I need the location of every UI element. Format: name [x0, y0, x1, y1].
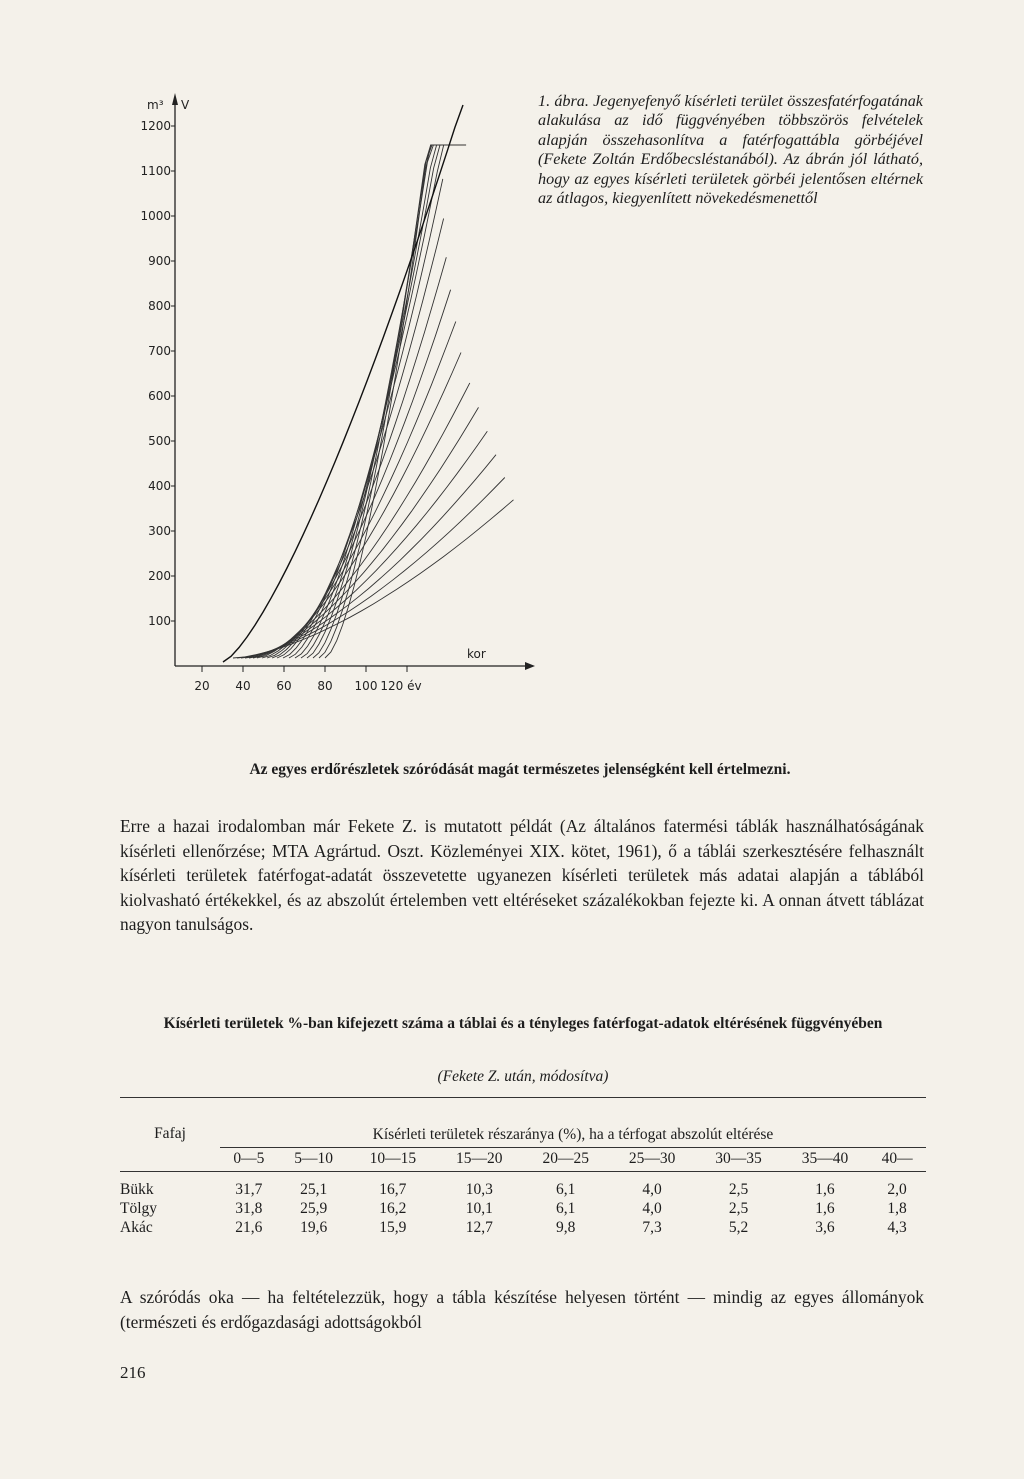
growth-curve — [233, 500, 514, 658]
table-range-7: 35—40 — [801, 1150, 849, 1168]
y-tick-label: 700 — [148, 344, 171, 358]
growth-curve — [267, 290, 451, 658]
figure-caption-text: Jegenyefenyő kísérleti terület összesfatérfogatának alakulása az idő függvényében többszörös felvételek alapján összehasonlítva a fatérfogattábla görbéjével (Fekete Zoltán Erdőbecsléstanából). Az ábrán jól látható, hogy az egyes kísérleti területek görbéi jelentősen eltérnek az átlagos, kiegyenlített növekedésmenettől — [538, 92, 923, 208]
table-range-5: 25—30 — [628, 1150, 676, 1168]
table-body — [120, 1171, 926, 1237]
table-cell-value: 2,0 — [887, 1181, 907, 1198]
table-row — [120, 1171, 926, 1199]
y-tick-label: 800 — [148, 299, 171, 313]
table-range-empty — [120, 1147, 220, 1171]
table-range-3: 15—20 — [456, 1150, 503, 1168]
y-tick-label: 1000 — [140, 209, 171, 223]
x-tick-label: 120 év — [380, 679, 422, 693]
growth-curve — [325, 145, 466, 658]
table-cell-value: 16,2 — [379, 1199, 407, 1217]
table-cell-species: Tölgy — [120, 1199, 158, 1217]
table-cell-value: 25,9 — [300, 1199, 328, 1217]
figure-caption — [538, 92, 923, 208]
growth-curve — [283, 179, 443, 658]
y-tick-label: 1100 — [140, 164, 171, 178]
x-tick-label: 80 — [317, 679, 333, 693]
growth-curve — [245, 431, 487, 658]
table-cell-value: 4,0 — [642, 1199, 662, 1217]
x-tick-label: 20 — [194, 679, 210, 693]
table-cell-value: 1,8 — [887, 1199, 907, 1217]
page-number: 216 — [120, 1363, 146, 1382]
table-cell-value: 12,7 — [465, 1218, 493, 1236]
table-range-6: 30—35 — [715, 1150, 762, 1168]
table-cell-species: Bükk — [120, 1181, 154, 1198]
figure-caption-label: 1. ábra. — [538, 92, 589, 110]
table-range-0: 0—5 — [233, 1150, 265, 1168]
table-cell-value: 5,2 — [728, 1218, 749, 1236]
table-range-8: 40— — [881, 1150, 913, 1168]
y-symbol-label: V — [181, 98, 190, 112]
table-cell-value: 1,6 — [815, 1199, 835, 1217]
table-row — [120, 1199, 926, 1218]
table-subtitle: (Fekete Z. után, módosítva) — [437, 1068, 609, 1085]
table-cell-value: 25,1 — [300, 1181, 328, 1198]
table-cell-value: 6,1 — [556, 1181, 576, 1198]
table-cell-value: 31,8 — [235, 1199, 263, 1217]
growth-curve — [249, 407, 479, 658]
table-row — [120, 1218, 926, 1237]
chart-curves — [223, 105, 514, 662]
growth-curve — [307, 145, 452, 658]
table-range-row — [120, 1147, 926, 1171]
paragraph-2: A szóródás oka — ha feltételezzük, hogy a tábla készítése helyesen történt — mindig az egyes állományok (természeti és erdőgazdasági adottságokból — [120, 1287, 924, 1332]
y-tick-label: 500 — [148, 434, 171, 448]
volume-age-chart — [115, 85, 535, 705]
y-unit-label: m³ — [147, 98, 164, 112]
table-cell-value: 3,6 — [815, 1218, 835, 1236]
table-cell-value: 10,3 — [465, 1181, 493, 1198]
table-cell-value: 2,5 — [728, 1181, 749, 1198]
x-tick-label: 40 — [235, 679, 251, 693]
x-tick-label: 100 — [354, 679, 378, 693]
x-axis-arrow — [525, 662, 535, 670]
table-cell-value: 7,3 — [642, 1218, 662, 1236]
growth-curve — [277, 219, 444, 659]
bold-note: Az egyes erdőrészletek szóródását magát természetes jelenségként kell értelmezni. — [249, 761, 791, 778]
table-cell-value: 6,1 — [556, 1199, 576, 1217]
growth-curve — [272, 257, 446, 658]
x-axis-label: kor — [467, 647, 486, 661]
table-cell-value: 31,7 — [235, 1181, 263, 1198]
y-axis-arrow — [172, 93, 178, 105]
table-title: Kísérleti területek %-ban kifejezett száma a táblai és a tényleges fatérfogat-adatok eltérésének függvényében — [163, 1015, 883, 1032]
table-range-1: 5—10 — [294, 1150, 333, 1168]
x-tick-label: 60 — [276, 679, 292, 693]
table-cell-value: 1,6 — [815, 1181, 835, 1198]
table-cell-value: 21,6 — [235, 1218, 263, 1236]
table-header-group: Kísérleti területek részaránya (%), ha a térfogat abszolút eltérése — [220, 1095, 926, 1147]
y-tick-label: 600 — [148, 389, 171, 403]
table-cell-value: 9,8 — [556, 1218, 576, 1236]
table-cell-value: 19,6 — [300, 1218, 328, 1236]
deviation-table — [120, 1095, 926, 1237]
y-tick-label: 900 — [148, 254, 171, 268]
growth-curve — [253, 383, 470, 658]
table-cell-value: 10,1 — [465, 1199, 493, 1217]
table-range-4: 20—25 — [542, 1150, 589, 1168]
paragraph-1: Erre a hazai irodalomban már Fekete Z. is mutatott példát (Az általános fatermési táblák használhatóságának kísérleti ellenőrzése; MTA Agrártud. Oszt. Közleményei XIX. kötet, 1961), ő a táblái szerkesztésére felhasznált kísérleti területek fatérfogat-adatát összevetette ugyanezen kísérleti területek más adatai alapján a táblából kiolvasható értékekkel, és az abszolút értelemben vett eltéréseket százalékokban fejezte ki. A onnan átvett táblázat nagyon tanulságos. — [120, 816, 924, 935]
y-tick-label: 100 — [148, 614, 171, 628]
y-tick-label: 300 — [148, 524, 171, 538]
table-header-species: Fafaj — [154, 1125, 186, 1142]
y-tick-label: 1200 — [140, 119, 171, 133]
y-tick-label: 400 — [148, 479, 171, 493]
table-cell-value: 4,0 — [642, 1181, 662, 1198]
table-cell-value: 4,3 — [887, 1218, 907, 1236]
y-tick-label: 200 — [148, 569, 171, 583]
table-cell-value: 15,9 — [379, 1218, 407, 1236]
table-cell-value: 16,7 — [379, 1181, 407, 1198]
table-cell-species: Akác — [120, 1218, 153, 1236]
table-range-2: 10—15 — [369, 1150, 417, 1168]
table-cell-value: 2,5 — [728, 1199, 749, 1217]
growth-curve — [289, 145, 444, 658]
